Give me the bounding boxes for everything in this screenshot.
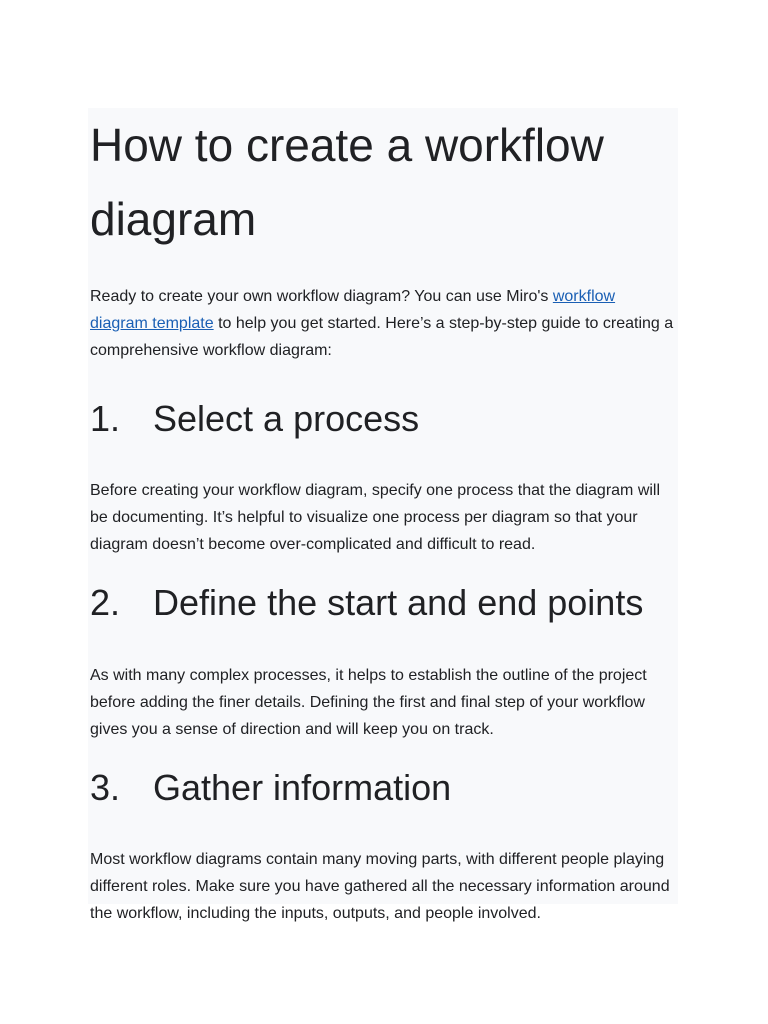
intro-text-end: to help you get started. Here’s a step-by-step guide to creating a comprehensive workflow diagram: — [90, 315, 674, 359]
intro-text-start: Ready to create your own workflow diagram? You can use Miro's — [90, 288, 553, 305]
step-1-number: 1. — [90, 398, 121, 439]
intro-paragraph — [90, 283, 675, 364]
step-1-body: Before creating your workflow diagram, specify one process that the diagram will be documenting. It’s helpful to visualize one process per diagram so that your diagram doesn’t become over-complicated and difficult to read. — [90, 482, 661, 553]
step-3-number: 3. — [90, 767, 121, 808]
step-3-heading — [90, 762, 675, 814]
document-body — [90, 108, 675, 927]
step-2-body: As with many complex processes, it helps to establish the outline of the project before adding the finer details. Defining the first and final step of your workflow gives you a sense of direction and will keep you on track. — [90, 667, 647, 738]
step-2-heading — [90, 577, 675, 629]
page-title: How to create a workflow diagram — [90, 119, 604, 245]
workflow-template-link[interactable]: workflow diagram template — [90, 288, 616, 332]
step-1-title: Select a process — [153, 398, 420, 439]
step-2-number: 2. — [90, 582, 121, 623]
step-2-title: Define the start and end points — [153, 582, 644, 623]
step-1-heading — [90, 393, 675, 445]
step-3-title: Gather information — [153, 767, 452, 808]
step-3-body: Most workflow diagrams contain many moving parts, with different people playing different roles. Make sure you have gathered all the necessary information around the workflow, including the inputs, outputs, and people involved. — [90, 851, 670, 922]
